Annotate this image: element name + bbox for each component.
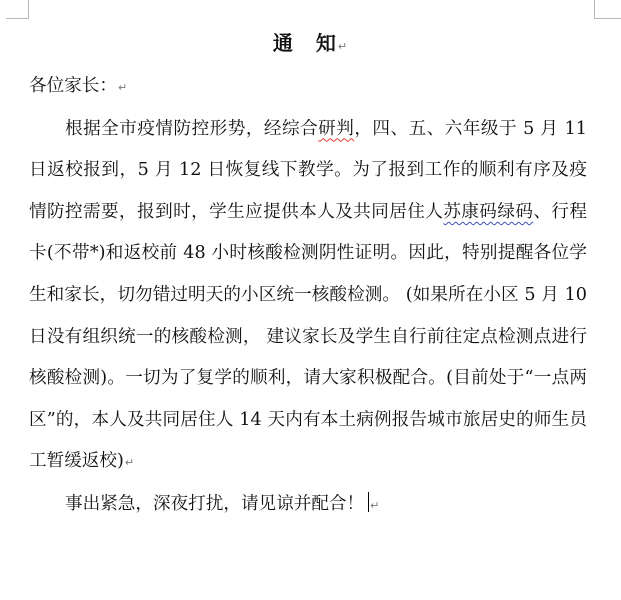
- main-paragraph: [29, 109, 587, 484]
- paragraph-mark-icon: ↵: [370, 498, 380, 512]
- spelling-flag-text[interactable]: 研判: [318, 118, 355, 139]
- crop-mark-top-right: [594, 0, 621, 19]
- grammar-flag-text[interactable]: 苏康码绿码: [443, 201, 534, 222]
- title-char-2: 知: [315, 31, 337, 55]
- paragraph-mark-icon: ↵: [124, 456, 135, 470]
- paragraph-mark-icon: ↵: [117, 81, 128, 94]
- text-cursor: [368, 492, 369, 512]
- notice-title: [0, 26, 621, 64]
- salutation-paragraph: [29, 66, 587, 109]
- body-text-2: ，四、五、六年级于 5 月 11 日返校报到，5 月 12 日恢复线下教学。为了报到工作的顺利有序及疫情防控需要，报到时，学生应提供本人及共同居住人: [29, 118, 587, 222]
- crop-mark-top-left: [6, 0, 29, 19]
- document-body[interactable]: [29, 66, 587, 527]
- closing-paragraph: [29, 484, 587, 527]
- closing-text: 事出紧急，深夜打扰，请见谅并配合！: [65, 493, 365, 514]
- body-text-3: 、行程卡(不带*)和返校前 48 小时核酸检测阴性证明。因此，特别提醒各位学生和家长，切勿错过明天的小区统一核酸检测。 (如果所在小区 5 月 10 日没有组织统一的核酸检测， 建议家长及学生自行前往定点检测点进行核酸检测)。一切为了复学的顺利，请大家积极配合。(目前处于“一点两区”的，本人及共同居住人 14 天内有本土病例报告城市旅居史的师生员工暂缓返校): [29, 201, 587, 472]
- body-text-1: 根据全市疫情防控形势，经综合: [65, 118, 319, 139]
- salutation-text: 各位家长：: [29, 76, 117, 96]
- paragraph-mark-icon: ↵: [337, 40, 349, 53]
- title-char-1: 通: [272, 31, 294, 55]
